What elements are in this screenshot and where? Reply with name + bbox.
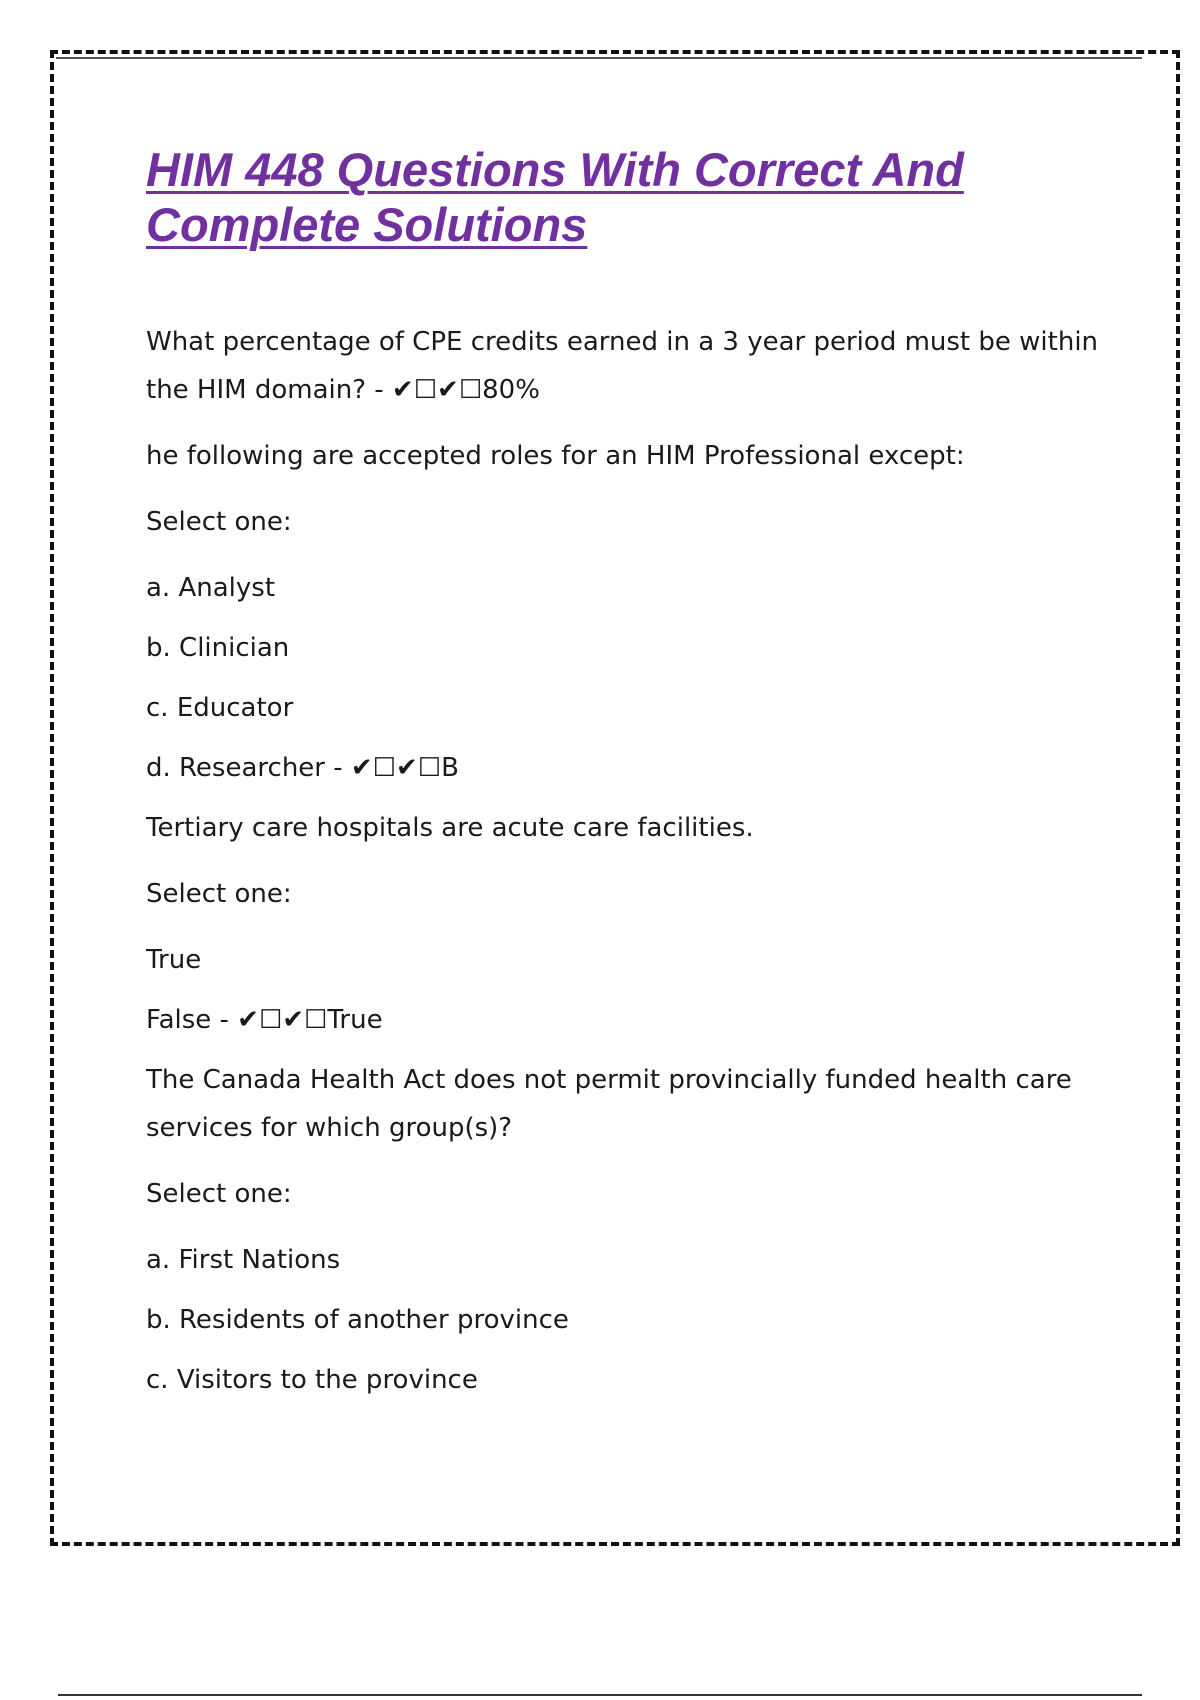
question-text: The Canada Health Act does not permit provincially funded health care services for which group(s)? [146, 1065, 1081, 1143]
answer-option: a. Analyst [146, 573, 276, 603]
answer-option: a. First Nations [146, 1245, 341, 1275]
answer-option: True [146, 945, 202, 975]
answer-option: c. Visitors to the province [146, 1365, 478, 1395]
select-one-label: Select one: [146, 1179, 292, 1209]
answer-option-with-solution: d. Researcher - ✔☐✔☐B [146, 753, 459, 783]
document-body [146, 318, 1106, 1416]
answer-option: c. Educator [146, 693, 294, 723]
answer-option: b. Residents of another province [146, 1305, 569, 1335]
document-title: HIM 448 Questions With Correct And Complete Solutions [146, 143, 964, 251]
answer-option: b. Clinician [146, 633, 290, 663]
question-text: What percentage of CPE credits earned in a 3 year period must be within the HIM domain? - ✔☐✔☐80% [146, 327, 1107, 405]
answer-option-with-solution: False - ✔☐✔☐True [146, 1005, 383, 1035]
page-bottom-rule [58, 1694, 1142, 1696]
question-text: Tertiary care hospitals are acute care facilities. [146, 813, 754, 843]
select-one-label: Select one: [146, 879, 292, 909]
select-one-label: Select one: [146, 507, 292, 537]
frame-top-rule [56, 57, 1142, 59]
question-text: he following are accepted roles for an HIM Professional except: [146, 441, 965, 471]
